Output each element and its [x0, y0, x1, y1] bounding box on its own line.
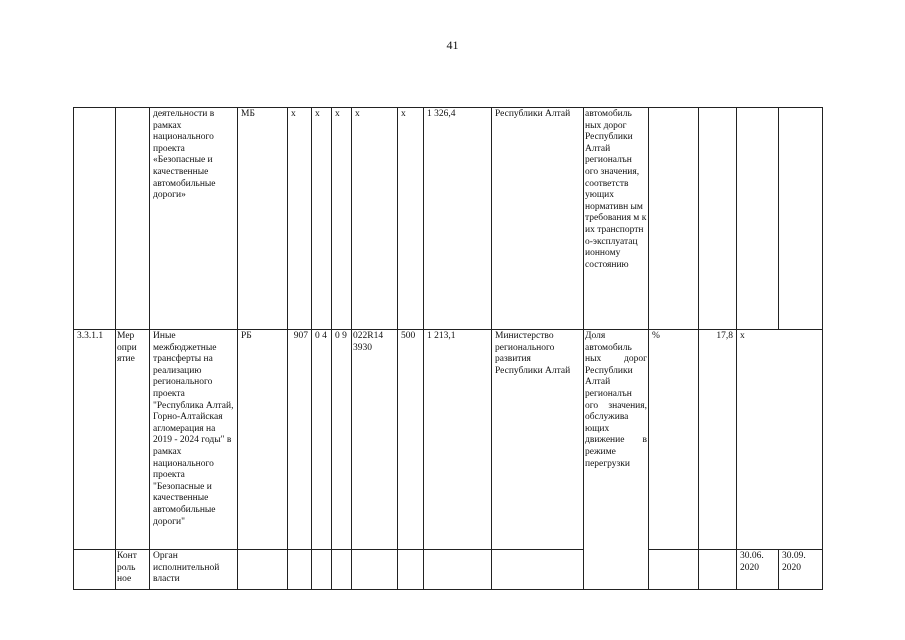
date1-cell: 30.06. 2020: [737, 550, 779, 590]
type-cell: [116, 108, 150, 330]
date2-cell: 30.09. 2020: [779, 550, 823, 590]
csr-cell: х: [352, 108, 398, 330]
csr-cell: 022R14 3930: [352, 330, 398, 550]
type-cell: Мер опри ятие: [116, 330, 150, 550]
unit-cell: [649, 550, 699, 590]
vr-cell: х: [398, 108, 424, 330]
page-number: 41: [446, 38, 459, 52]
value-cell: [699, 550, 737, 590]
code-cell: [74, 108, 116, 330]
code-cell: 3.3.1.1: [74, 330, 116, 550]
source-cell: [238, 550, 288, 590]
unit-cell: [649, 108, 699, 330]
program-table: [73, 107, 823, 590]
executor-cell: [492, 550, 584, 590]
type-cell: Конт роль ное: [116, 550, 150, 590]
target-cell: х: [737, 330, 823, 550]
unit-cell: %: [649, 330, 699, 550]
grbs-cell: [288, 550, 312, 590]
code-cell: [74, 550, 116, 590]
value-cell: 17,8: [699, 330, 737, 550]
name-cell: Орган исполнительной власти: [150, 550, 238, 590]
pr-cell: [332, 550, 352, 590]
amount-cell: 1 326,4: [424, 108, 492, 330]
source-cell: РБ: [238, 330, 288, 550]
csr-cell: [352, 550, 398, 590]
rz-cell: [312, 550, 332, 590]
indicator-cell: автомобиль ных дорог Республики Алтай регионалън ого значения, соответств ующих нормативн ым требования м к их транспортн о-эксплуатац ионному состоянию: [584, 108, 649, 330]
indicator-cell: Доля автомобиль ных дорог Республики Алтай регионалън ого значения, обслужива ющих движение в режиме перегрузки: [584, 330, 649, 590]
amount-cell: [424, 550, 492, 590]
amount-cell: 1 213,1: [424, 330, 492, 550]
date2-cell: [779, 108, 823, 330]
table-row: [74, 108, 823, 330]
grbs-cell: х: [288, 108, 312, 330]
rz-cell: х: [312, 108, 332, 330]
grbs-cell: 907: [288, 330, 312, 550]
rz-cell: 0 4: [312, 330, 332, 550]
executor-cell: Министерство регионального развития Республики Алтай: [492, 330, 584, 550]
vr-cell: [398, 550, 424, 590]
date1-cell: [737, 108, 779, 330]
vr-cell: 500: [398, 330, 424, 550]
value-cell: [699, 108, 737, 330]
source-cell: МБ: [238, 108, 288, 330]
executor-cell: Республики Алтай: [492, 108, 584, 330]
table-row: [74, 330, 823, 550]
name-cell: деятельности в рамках национального проекта «Безопасные и качественные автомобильные дороги»: [150, 108, 238, 330]
pr-cell: 0 9: [332, 330, 352, 550]
name-cell: Иные межбюджетные трансферты на реализацию регионального проекта "Республика Алтай, Горно-Алтайская агломерация на 2019 - 2024 годы" в рамках национального проекта "Безопасные и качественные автомобильные дороги": [150, 330, 238, 550]
pr-cell: х: [332, 108, 352, 330]
table-row: [74, 550, 823, 590]
